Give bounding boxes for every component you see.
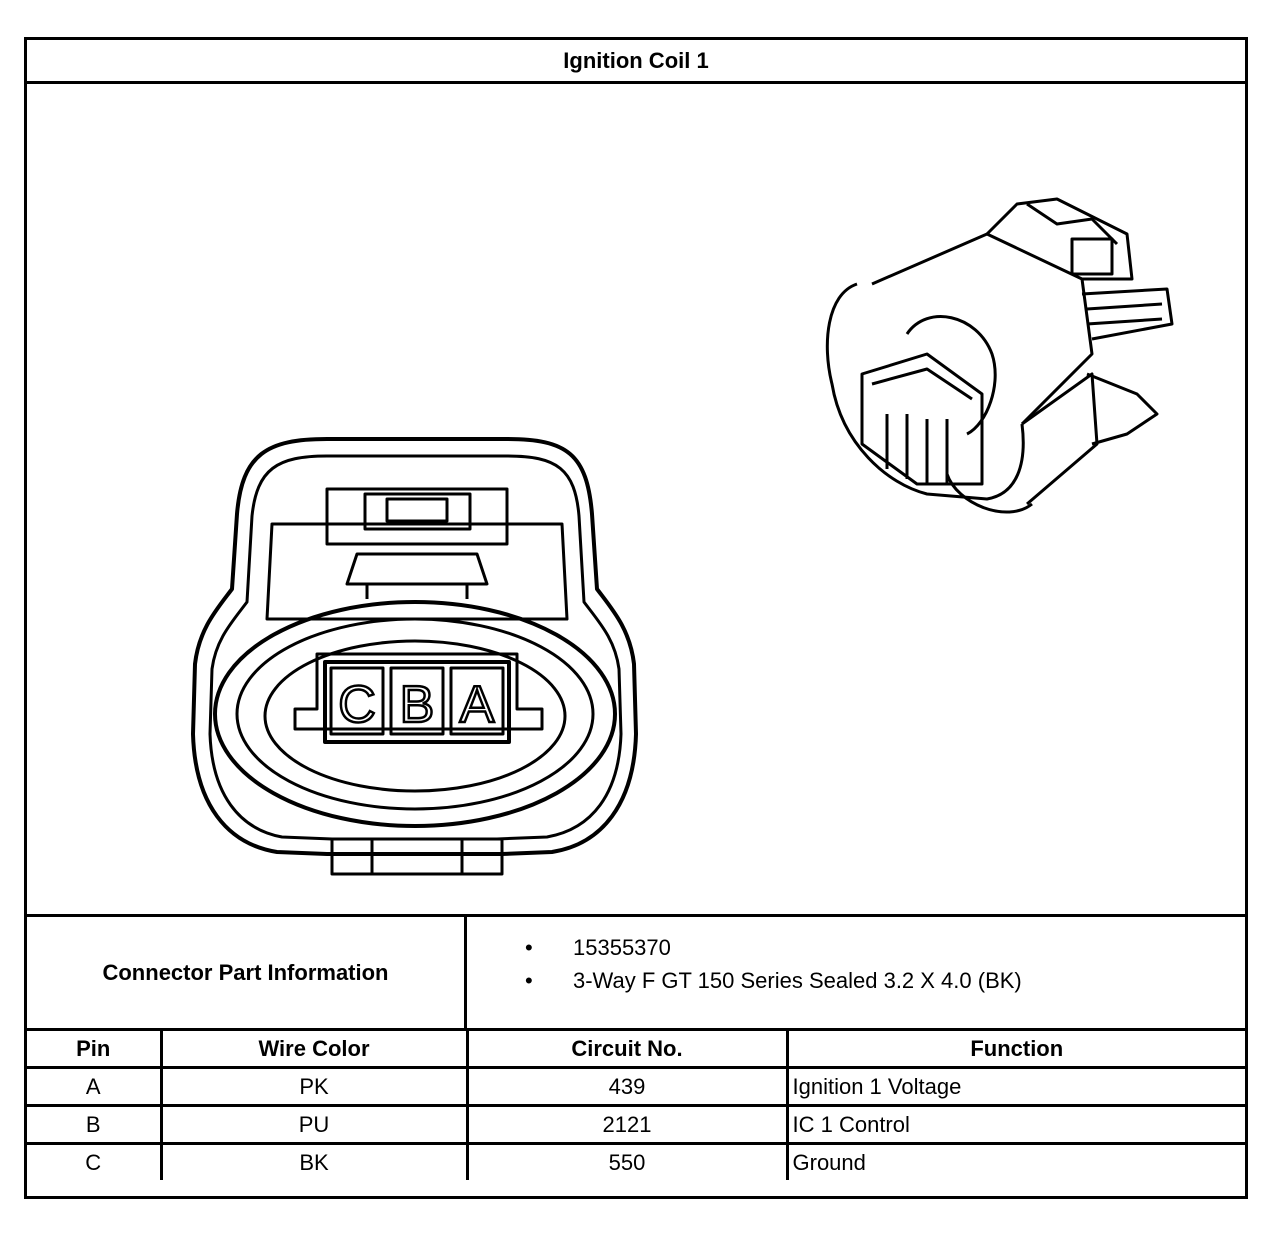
part-info-label: Connector Part Information xyxy=(27,917,467,1028)
table-row xyxy=(27,1106,1245,1144)
part-description: • 3-Way F GT 150 Series Sealed 3.2 X 4.0 (BK) xyxy=(525,964,1022,997)
header-circuit-no: Circuit No. xyxy=(467,1031,787,1068)
table-row xyxy=(27,1068,1245,1106)
function-cell: IC 1 Control xyxy=(787,1106,1245,1144)
wire-color-cell: BK xyxy=(161,1144,467,1181)
connector-sheet xyxy=(24,37,1248,1199)
connector-front-view xyxy=(193,439,636,874)
pin-face-label: C xyxy=(338,676,376,734)
pin-cell: A xyxy=(27,1068,161,1106)
sheet-title: Ignition Coil 1 xyxy=(27,40,1245,84)
circuit-cell: 439 xyxy=(467,1068,787,1106)
connector-iso-view xyxy=(827,199,1172,512)
pinout-table xyxy=(27,1031,1245,1180)
wire-color-cell: PK xyxy=(161,1068,467,1106)
header-function: Function xyxy=(787,1031,1245,1068)
function-cell: Ignition 1 Voltage xyxy=(787,1068,1245,1106)
pin-face-label: B xyxy=(399,676,435,734)
connector-drawing xyxy=(27,84,1245,914)
connector-part-info xyxy=(27,914,1245,1031)
pin-cell: C xyxy=(27,1144,161,1181)
pin-face-label: A xyxy=(459,676,495,734)
table-header-row xyxy=(27,1031,1245,1068)
circuit-cell: 550 xyxy=(467,1144,787,1181)
part-number: • 15355370 xyxy=(525,931,1022,964)
connector-illustration xyxy=(27,84,1245,914)
part-info-list xyxy=(525,931,1022,997)
header-wire-color: Wire Color xyxy=(161,1031,467,1068)
table-row xyxy=(27,1144,1245,1181)
wire-color-cell: PU xyxy=(161,1106,467,1144)
circuit-cell: 2121 xyxy=(467,1106,787,1144)
pin-cell: B xyxy=(27,1106,161,1144)
function-cell: Ground xyxy=(787,1144,1245,1181)
header-pin: Pin xyxy=(27,1031,161,1068)
